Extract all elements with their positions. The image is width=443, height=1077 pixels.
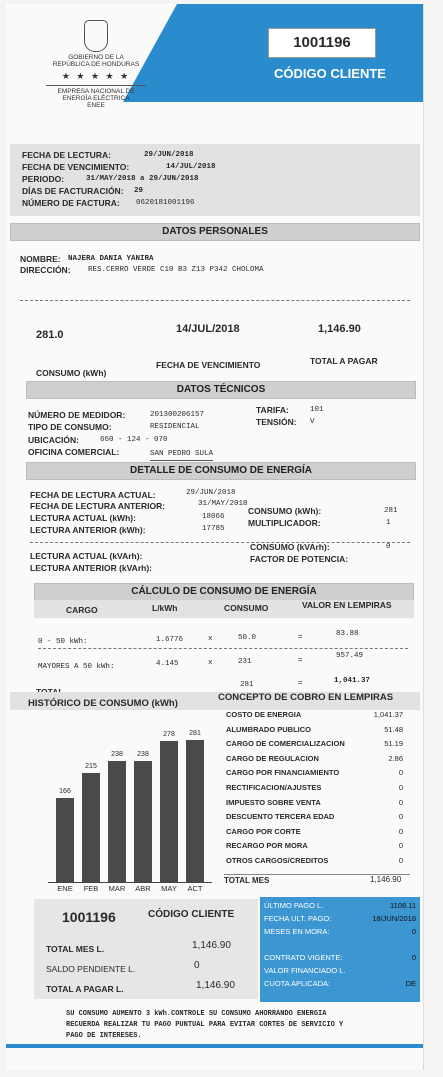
- concepto-item-value: 0: [398, 812, 403, 822]
- concepto-item-label: RECARGO POR MORA: [226, 841, 308, 851]
- calc-row2-consumo: 231: [238, 658, 252, 666]
- invoice-paper: [6, 4, 424, 1070]
- cuota-value: DE: [405, 979, 416, 988]
- message-line2: RECUERDA REALIZAR TU PAGO PUNTUAL PARA EVITAR CORTES DE SERVICIO Y: [66, 1021, 344, 1029]
- tipo-label: TIPO DE CONSUMO:: [28, 422, 112, 432]
- chart-x-label: MAY: [161, 884, 177, 893]
- concepto-item-label: DESCUENTO TERCERA EDAD: [226, 812, 335, 822]
- concepto-item-value: 0: [398, 856, 403, 865]
- concepto-item-value: 2.86: [388, 753, 403, 763]
- summary-consumo-label: CONSUMO (kWh): [36, 368, 107, 378]
- total-mes-label: TOTAL MES L.: [46, 944, 105, 954]
- medidor-label: NÚMERO DE MEDIDOR:: [28, 410, 126, 420]
- calc-row1-x: x: [208, 635, 213, 643]
- chart-x-label: FEB: [83, 884, 99, 893]
- concepto-item-value: 0: [398, 841, 403, 851]
- concepto-item-value: 51.19: [384, 739, 403, 749]
- cuota-label: CUOTA APLICADA:: [264, 979, 331, 988]
- consumo-kwh-label: CONSUMO (kWh):: [248, 506, 322, 516]
- flan-value: 31/MAY/2018: [198, 500, 248, 508]
- chart-bar: [108, 761, 126, 882]
- lan-label: LECTURA ANTERIOR (kWh):: [30, 525, 146, 535]
- meses-mora-label: MESES EN MORA:: [264, 927, 330, 936]
- fla-label: FECHA DE LECTURA ACTUAL:: [30, 490, 156, 500]
- la-label: LECTURA ACTUAL (kWh):: [30, 513, 136, 523]
- ck-label: CONSUMO (kVArh):: [250, 542, 330, 552]
- calc-row1-valor: 83.88: [336, 630, 359, 638]
- fecha-pago-value: 18/JUN/2018: [372, 914, 416, 923]
- summary-total-label: TOTAL A PAGAR: [310, 356, 378, 366]
- fecha-pago-label: FECHA ULT. PAGO:: [264, 914, 332, 923]
- total-pagar-value: 1,146.90: [196, 980, 235, 991]
- fla-value: 29/JUN/2018: [186, 489, 236, 497]
- summary-vencimiento-label: FECHA DE VENCIMIENTO: [156, 360, 261, 370]
- total-pagar-label: TOTAL A PAGAR L.: [46, 984, 124, 994]
- chart-value-label: 238: [111, 751, 123, 759]
- detalle-header: DETALLE DE CONSUMO DE ENERGÍA: [26, 462, 416, 480]
- nombre-value: NAJERA DANIA YANIRA: [68, 255, 154, 263]
- summary-total: 1,146.90: [318, 323, 361, 335]
- concepto-item-value: 1,041.37: [373, 710, 403, 719]
- tarifa-label: TARIFA:: [256, 405, 289, 415]
- chart-value-label: 278: [163, 731, 175, 739]
- saldo-value: 0: [194, 960, 200, 971]
- col-tarifa: L/kWh: [152, 603, 178, 613]
- stars-icon: ★ ★ ★ ★ ★: [61, 71, 131, 81]
- ultimo-pago-label: ÚLTIMO PAGO L.: [264, 901, 324, 910]
- calc-row1-cargo: 0 - 50 kWh:: [38, 638, 88, 646]
- la-value: 18066: [202, 513, 225, 521]
- oficina-value: SAN PEDRO SULA: [150, 449, 213, 461]
- company-line1: EMPRESA NACIONAL DE: [46, 85, 146, 95]
- tarifa-value: 101: [310, 406, 324, 414]
- concepto-item-label: IMPUESTO SOBRE VENTA: [226, 797, 321, 807]
- concepto-item-value: 0: [398, 768, 403, 778]
- periodo-label: PERIODO:: [22, 174, 65, 184]
- nombre-label: NOMBRE:: [20, 254, 61, 264]
- fp-label: FACTOR DE POTENCIA:: [250, 554, 349, 564]
- consumo-kwh-value: 281: [384, 507, 398, 515]
- concepto-item-label: CARGO POR FINANCIAMIENTO: [226, 768, 340, 778]
- chart-x-label: ACT: [187, 884, 203, 893]
- direccion-value: RES.CERRO VERDE C10 B3 Z13 P342 CHOLOMA: [88, 266, 264, 274]
- summary-consumo: 281.0: [36, 329, 64, 341]
- dias-value: 29: [134, 187, 144, 195]
- message-line1: SU CONSUMO AUMENTO 3 kWh.CONTROLE SU CONSUMO AHORRANDO ENERGIA: [66, 1010, 327, 1018]
- direccion-label: DIRECCIÓN:: [20, 265, 71, 275]
- factura-label: NÚMERO DE FACTURA:: [22, 198, 120, 208]
- chart-x-label: ABR: [135, 884, 151, 893]
- org-line2: REPÚBLICA DE HONDURAS: [52, 61, 140, 68]
- chart-value-label: 281: [189, 729, 201, 737]
- meses-mora-value: 0: [411, 927, 416, 936]
- col-consumo: CONSUMO: [224, 603, 269, 613]
- divider: [20, 300, 410, 301]
- ubicacion-label: UBICACIÓN:: [28, 435, 79, 445]
- chart-value-label: 166: [59, 787, 71, 795]
- calc-row2-tarifa: 4.145: [156, 660, 179, 668]
- historico-title: HISTÓRICO DE CONSUMO (kWh): [28, 698, 178, 709]
- tecnicos-header: DATOS TÉCNICOS: [26, 381, 416, 399]
- divider: [38, 648, 408, 649]
- calc-total-valor: 1,041.37: [334, 677, 371, 685]
- saldo-label: SALDO PENDIENTE L.: [46, 964, 136, 974]
- client-code-label: CÓDIGO CLIENTE: [274, 66, 386, 81]
- payment-status-panel: [260, 897, 420, 1002]
- chart-bar: [160, 741, 178, 882]
- calc-total-consumo: 281: [240, 681, 254, 689]
- chart-value-label: 238: [137, 751, 149, 759]
- calc-row1-tarifa: 1.6776: [156, 636, 184, 644]
- consumption-chart: [20, 722, 216, 894]
- concepto-item-value: 0: [398, 783, 403, 792]
- lank-label: LECTURA ANTERIOR (kVArh):: [30, 563, 152, 573]
- fecha-venc-label: FECHA DE VENCIMIENTO:: [22, 162, 130, 172]
- tipo-value: RESIDENCIAL: [150, 423, 200, 431]
- calc-row1-eq: =: [298, 634, 303, 642]
- calc-row2-eq: =: [298, 657, 303, 665]
- message-line3: PAGO DE INTERESES.: [66, 1032, 142, 1040]
- total-mes-value: 1,146.90: [192, 940, 231, 951]
- tension-label: TENSIÓN:: [256, 417, 297, 427]
- factura-value: 0620181001196: [136, 199, 195, 207]
- oficina-label: OFICINA COMERCIAL:: [28, 447, 120, 457]
- contrato-value: 0: [411, 953, 416, 962]
- concepto-item-label: COSTO DE ENERGIA: [226, 710, 302, 719]
- divider: [30, 542, 410, 543]
- personal-header: DATOS PERSONALES: [10, 223, 420, 241]
- contrato-label: CONTRATO VIGENTE:: [264, 953, 343, 962]
- chart-baseline: [48, 882, 212, 883]
- company-line2: ENERGÍA ELÉCTRICA: [62, 95, 130, 102]
- chart-bar: [186, 740, 204, 882]
- dias-label: DÍAS DE FACTURACIÓN:: [22, 186, 124, 196]
- concepto-total-label: TOTAL MES: [224, 874, 410, 886]
- chart-x-label: MAR: [108, 884, 126, 893]
- periodo-value: 31/MAY/2018 a 29/JUN/2018: [86, 175, 199, 183]
- bottom-accent-bar: [6, 1044, 424, 1048]
- chart-bar: [82, 773, 100, 882]
- concepto-item-label: RECTIFICACION/AJUSTES: [226, 783, 322, 792]
- calc-row2-valor: 957.49: [336, 652, 364, 660]
- medidor-value: 201300206157: [150, 411, 205, 419]
- concepto-title: CONCEPTO DE COBRO EN LEMPIRAS: [218, 692, 394, 703]
- chart-value-label: 215: [85, 763, 97, 771]
- ultimo-pago-value: 1108.11: [390, 901, 416, 910]
- org-line1: GOBIERNO DE LA: [68, 54, 124, 61]
- concepto-item-label: OTROS CARGOS/CREDITOS: [226, 856, 329, 865]
- footer-code: 1001196: [62, 909, 116, 925]
- flan-label: FECHA DE LECTURA ANTERIOR:: [30, 501, 166, 511]
- concepto-item-label: ALUMBRADO PUBLICO: [226, 724, 311, 734]
- tension-value: V: [310, 418, 315, 426]
- company-abbr: ENEE: [87, 102, 105, 109]
- concepto-item-label: CARGO DE REGULACION: [226, 753, 319, 763]
- concepto-item-value: 51.48: [384, 724, 403, 734]
- concepto-item-label: CARGO DE COMERCIALIZACION: [226, 739, 345, 749]
- lak-label: LECTURA ACTUAL (kVArh):: [30, 551, 143, 561]
- chart-bar: [134, 761, 152, 882]
- client-code-box: 1001196: [268, 28, 376, 58]
- financiado-label: VALOR FINANCIADO L.: [264, 966, 346, 975]
- chart-bar: [56, 798, 74, 882]
- concepto-item-label: CARGO POR CORTE: [226, 826, 301, 836]
- calc-row2-x: x: [208, 659, 213, 667]
- mult-value: 1: [386, 519, 391, 527]
- calculo-header: CÁLCULO DE CONSUMO DE ENERGÍA: [34, 583, 414, 601]
- chart-x-label: ENE: [57, 884, 73, 893]
- honduras-seal-icon: [84, 20, 108, 52]
- calc-row2-cargo: MAYORES A 50 kWh:: [38, 663, 115, 671]
- fecha-lectura-value: 29/JUN/2018: [144, 151, 194, 159]
- concepto-item-value: 0: [398, 797, 403, 807]
- lan-value: 17785: [202, 525, 225, 533]
- mult-label: MULTIPLICADOR:: [248, 518, 321, 528]
- ubicacion-value: 660 - 124 - 070: [100, 436, 168, 444]
- fecha-lectura-label: FECHA DE LECTURA:: [22, 150, 111, 160]
- col-cargo: CARGO: [66, 605, 98, 615]
- summary-vencimiento: 14/JUL/2018: [176, 323, 240, 335]
- ck-value: 0: [386, 543, 391, 551]
- enee-logo: [46, 20, 146, 109]
- calc-row1-consumo: 50.0: [238, 634, 257, 642]
- concepto-total-value: 1,146.90: [370, 875, 402, 884]
- fecha-venc-value: 14/JUL/2018: [166, 163, 216, 171]
- concepto-item-value: 0: [398, 826, 403, 836]
- col-valor: VALOR EN LEMPIRAS: [302, 600, 392, 610]
- calc-total-eq: =: [298, 680, 303, 688]
- footer-code-label: CÓDIGO CLIENTE: [148, 909, 235, 920]
